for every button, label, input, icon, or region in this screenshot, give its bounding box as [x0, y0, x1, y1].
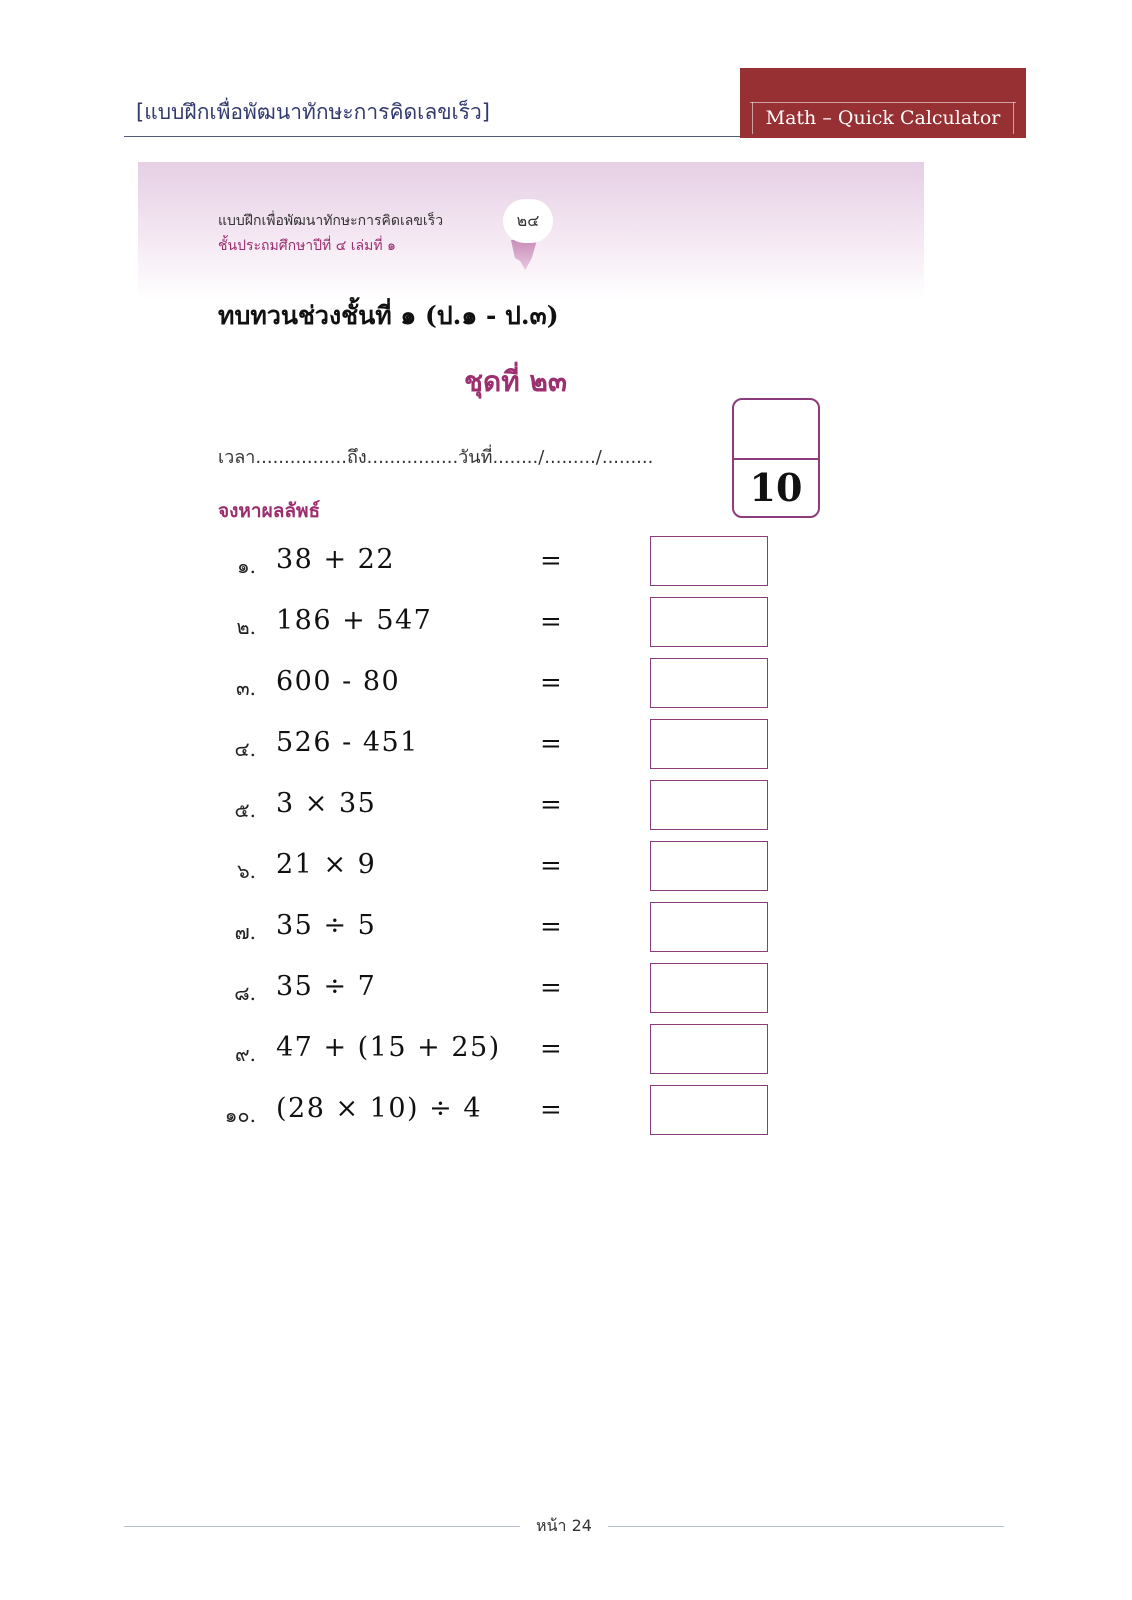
problem-row [0, 1085, 1132, 1137]
equals-sign: = [540, 729, 562, 759]
answer-box[interactable] [650, 719, 768, 769]
problem-number: ๗. [234, 920, 256, 944]
problem-number: ๒. [236, 615, 256, 639]
problem-row [0, 658, 1132, 710]
instruction: จงหาผลลัพธ์ [218, 500, 321, 522]
footer-rule-left [124, 1526, 520, 1527]
problem-expression: 35 ÷ 7 [276, 971, 377, 1002]
answer-box[interactable] [650, 658, 768, 708]
header-rule [124, 136, 740, 137]
answer-box[interactable] [650, 780, 768, 830]
problem-expression: 526 - 451 [276, 727, 419, 758]
header-tab-text: Math – Quick Calculator [765, 107, 1001, 129]
problem-number: ๙. [234, 1042, 256, 1066]
problem-expression: 186 + 547 [276, 605, 433, 636]
problem-row [0, 1024, 1132, 1076]
footer-page-number: หน้า 24 [536, 1516, 592, 1535]
equals-sign: = [540, 1095, 562, 1125]
problem-number: ๑. [236, 554, 256, 578]
equals-sign: = [540, 790, 562, 820]
equals-sign: = [540, 912, 562, 942]
problem-expression: 47 + (15 + 25) [276, 1032, 501, 1063]
equals-sign: = [540, 607, 562, 637]
equals-sign: = [540, 546, 562, 576]
set-title: ชุดที่ ๒๓ [464, 365, 567, 398]
answer-box[interactable] [650, 963, 768, 1013]
problem-row [0, 902, 1132, 954]
equals-sign: = [540, 973, 562, 1003]
problem-number: ๓. [235, 676, 256, 700]
problem-number: ๕. [234, 798, 256, 822]
score-total: 10 [749, 465, 803, 510]
section-title: ทบทวนช่วงชั้นที่ ๑ (ป.๑ - ป.๓) [218, 301, 559, 330]
problem-expression: 21 × 9 [276, 849, 377, 880]
header-tab [740, 68, 1026, 138]
answer-box[interactable] [650, 1085, 768, 1135]
equals-sign: = [540, 1034, 562, 1064]
problem-expression: 3 × 35 [276, 788, 377, 819]
running-title: [แบบฝึกเพื่อพัฒนาทักษะการคิดเลขเร็ว] [136, 100, 490, 124]
answer-box[interactable] [650, 597, 768, 647]
book-title: แบบฝึกเพื่อพัฒนาทักษะการคิดเลขเร็ว [218, 213, 444, 229]
answer-box[interactable] [650, 902, 768, 952]
problem-number: ๘. [234, 981, 256, 1005]
answer-box[interactable] [650, 841, 768, 891]
equals-sign: = [540, 668, 562, 698]
problem-expression: 38 + 22 [276, 544, 396, 575]
answer-box[interactable] [650, 536, 768, 586]
book-grade: ชั้นประถมศึกษาปีที่ ๔ เล่มที่ ๑ [218, 238, 396, 254]
problem-expression: (28 × 10) ÷ 4 [276, 1093, 483, 1124]
problem-row [0, 780, 1132, 832]
page-badge-number: ๒๔ [516, 211, 540, 230]
problem-row [0, 536, 1132, 588]
problem-row [0, 719, 1132, 771]
footer-rule-right [608, 1526, 1004, 1527]
score-box [732, 398, 820, 518]
answer-box[interactable] [650, 1024, 768, 1074]
problem-number: ๑๐. [224, 1103, 256, 1127]
problem-row [0, 597, 1132, 649]
page-badge [503, 199, 553, 243]
time-date-line: เวลา................ถึง................วันที่......../........./......... [218, 447, 654, 468]
equals-sign: = [540, 851, 562, 881]
problem-number: ๖. [236, 859, 256, 883]
problem-expression: 600 - 80 [276, 666, 401, 697]
problem-number: ๔. [234, 737, 256, 761]
problem-row [0, 841, 1132, 893]
problem-row [0, 963, 1132, 1015]
problem-expression: 35 ÷ 5 [276, 910, 377, 941]
